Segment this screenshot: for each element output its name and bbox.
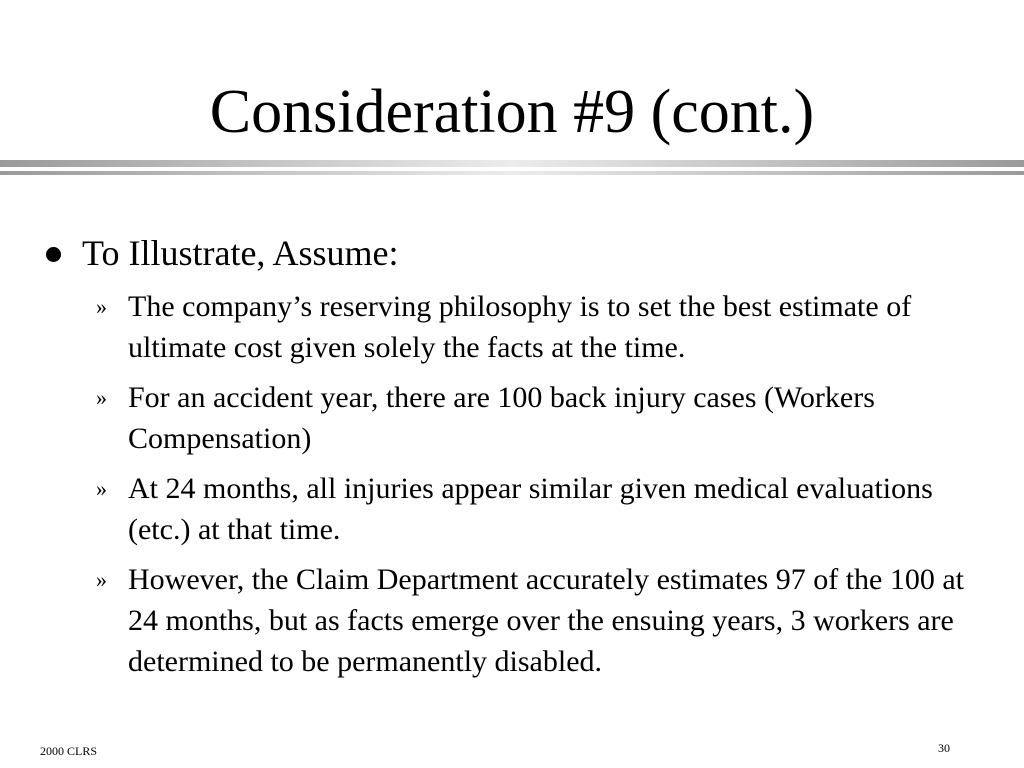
double-chevron-icon: » bbox=[96, 294, 107, 319]
bullet-item bbox=[46, 228, 398, 278]
filled-circle-bullet-icon bbox=[46, 247, 61, 262]
double-chevron-icon: » bbox=[96, 476, 107, 501]
bullet-text: To Illustrate, Assume: bbox=[82, 233, 399, 273]
sub-bullet-item bbox=[96, 286, 976, 368]
sub-bullet-item bbox=[96, 468, 976, 550]
title-divider bbox=[0, 158, 1024, 180]
sub-bullet-item bbox=[96, 377, 976, 459]
slide-title: Consideration #9 (cont.) bbox=[209, 78, 815, 146]
sub-bullet-item bbox=[96, 559, 976, 682]
sub-bullet-text: However, the Claim Department accurately estimates 97 of the 100 at 24 months, but as facts emerge over the ensuing years, 3 workers are determined to be permanently disabled. bbox=[128, 563, 965, 678]
page-number: 30 bbox=[938, 741, 950, 755]
double-chevron-icon: » bbox=[96, 385, 107, 410]
sub-bullet-list bbox=[96, 286, 976, 691]
sub-bullet-text: The company’s reserving philosophy is to set the best estimate of ultimate cost given solely the facts at the time. bbox=[128, 290, 912, 364]
sub-bullet-text: For an accident year, there are 100 back injury cases (Workers Compensation) bbox=[128, 381, 875, 455]
sub-bullet-text: At 24 months, all injuries appear similar given medical evaluations (etc.) at that time. bbox=[128, 472, 933, 546]
double-chevron-icon: » bbox=[96, 567, 107, 592]
footer-label: 2000 CLRS bbox=[40, 744, 98, 758]
